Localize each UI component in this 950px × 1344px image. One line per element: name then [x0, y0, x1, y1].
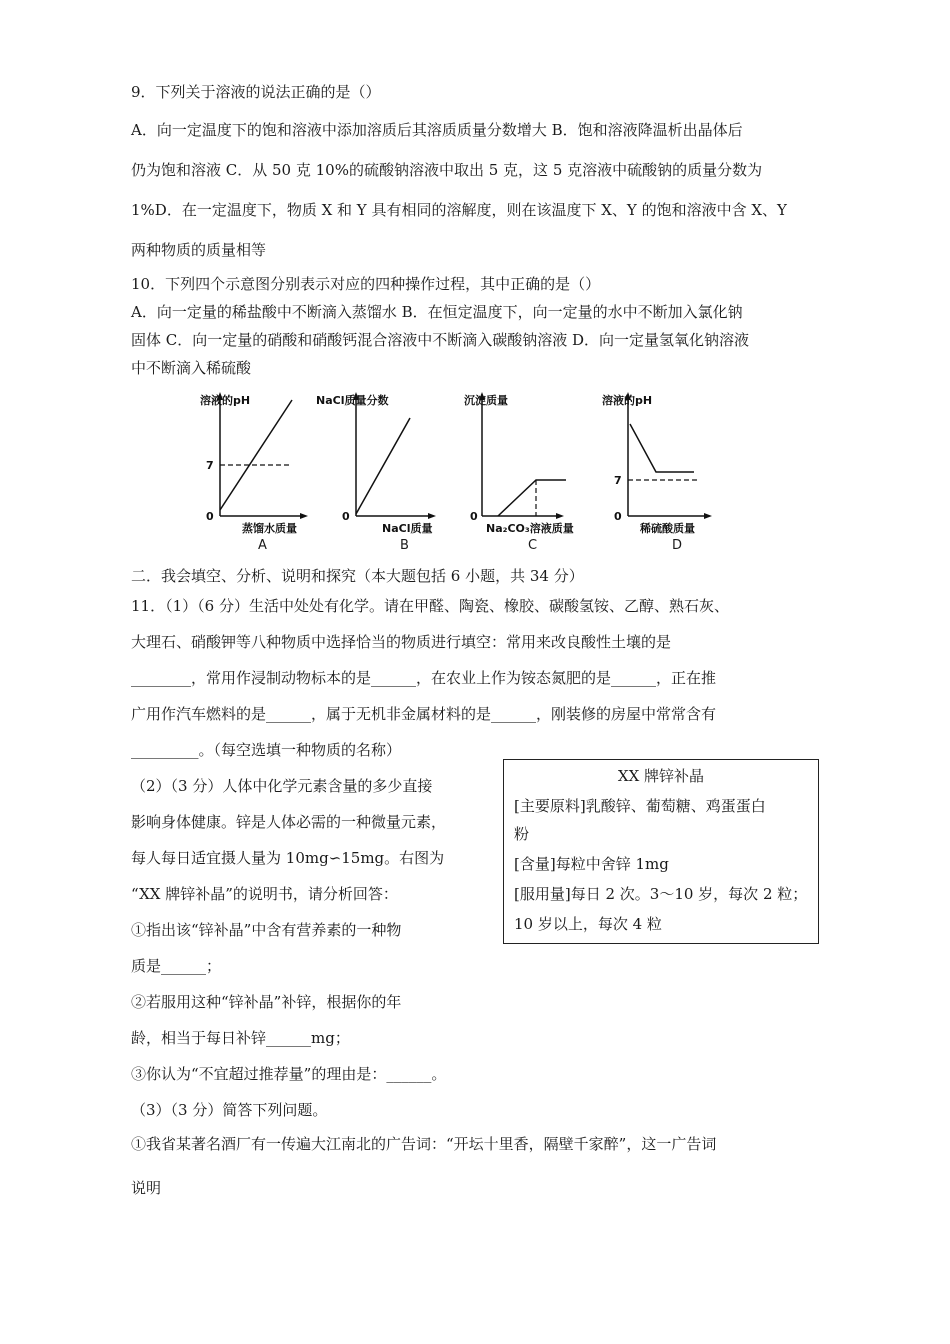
- q11-p2-line-2: 影响身体健康。锌是人体必需的一种微量元素，: [131, 813, 447, 831]
- figure-c-ylabel: 沉淀质量: [464, 394, 508, 407]
- q9-line-2: 仍为饱和溶液 C．从 50 克 10%的硫酸钠溶液中取出 5 克，这 5 克溶液中硫酸钠的质量分数为: [131, 161, 763, 179]
- figure-a-xlabel: 蒸馏水质量: [242, 522, 297, 535]
- figure-a: [190, 388, 310, 553]
- label-line-2: 粉: [514, 825, 530, 843]
- figure-c-origin: 0: [470, 510, 478, 523]
- q11-p3-line-1: （3）（3 分）简答下列问题。: [131, 1101, 328, 1119]
- figure-a-caption: A: [258, 538, 267, 553]
- figure-d-xlabel: 稀硫酸质量: [640, 522, 695, 535]
- figure-c-caption: C: [528, 538, 538, 553]
- figure-d-caption: D: [672, 538, 683, 553]
- label-title: XX 牌锌补晶: [617, 767, 705, 785]
- q11-p1-line-2: 大理石、硝酸钾等八种物质中选择恰当的物质进行填空：常用来改良酸性土壤的是: [131, 633, 672, 651]
- q10-line-3: 中不断滴入稀硫酸: [131, 359, 252, 377]
- q9-line-3: 1%D．在一定温度下，物质 X 和 Y 具有相同的溶解度，则在该温度下 X、Y 的饱和溶液中含 X、Y: [131, 201, 787, 219]
- q11-p2-line-1: （2）（3 分）人体中化学元素含量的多少直接: [131, 777, 433, 795]
- figure-a-plot: [190, 388, 310, 538]
- figure-b-xlabel: NaCl质量: [382, 522, 433, 535]
- q11-p1-line-4: 广用作汽车燃料的是______，属于无机非金属材料的是______，刚装修的房屋中常常含有: [131, 705, 717, 723]
- figure-d-ylabel: 溶液的pH: [602, 394, 653, 407]
- figure-b-caption: B: [400, 538, 409, 553]
- figure-b: [316, 388, 450, 553]
- q11-p2-line-5: ①指出该“锌补晶”中含有营养素的一种物: [131, 921, 402, 939]
- label-line-3: [含量]每粒中舍锌 1mg: [514, 855, 669, 873]
- q11-p3-line-3: 说明: [131, 1179, 162, 1197]
- q11-p1-line-1: 11．（1）（6 分）生活中处处有化学。请在甲醛、陶瓷、橡胶、碳酸氢铵、乙醇、熟石灰、: [131, 597, 729, 615]
- q11-p1-line-3: ________，常用作浸制动物标本的是______，在农业上作为铵态氮肥的是______，正在推: [131, 669, 717, 687]
- figure-c-plot: [462, 388, 582, 538]
- figure-b-plot: [316, 388, 450, 538]
- label-line-4: [服用量]每日 2 次。3～10 岁，每次 2 粒；: [514, 885, 808, 903]
- q10-stem: 10．下列四个示意图分别表示对应的四种操作过程，其中正确的是（）: [131, 275, 601, 293]
- section-2-heading: 二．我会填空、分析、说明和探究（本大题包括 6 小题，共 34 分）: [131, 567, 584, 585]
- figure-d-origin: 0: [614, 510, 622, 523]
- q9-line-4: 两种物质的质量相等: [131, 241, 267, 259]
- q11-p2-line-6: 质是______；: [131, 957, 222, 975]
- q11-p3-line-2: ①我省某著名酒厂有一传遍大江南北的广告词：“开坛十里香，隔壁千家醉”，这一广告词: [131, 1135, 717, 1153]
- q11-p2-line-9: ③你认为“不宜超过推荐量”的理由是：______。: [131, 1065, 447, 1083]
- q9-line-1: A．向一定温度下的饱和溶液中添加溶质后其溶质质量分数增大 B．饱和溶液降温析出晶体后: [131, 121, 743, 139]
- zinc-supplement-label: [503, 759, 819, 944]
- label-line-1: [主要原料]乳酸锌、葡萄糖、鸡蛋蛋白: [514, 797, 766, 815]
- figure-a-origin: 0: [206, 510, 214, 523]
- figure-a-ref-label: 7: [206, 459, 214, 472]
- figure-a-ylabel: 溶液的pH: [200, 394, 251, 407]
- figure-b-ylabel: NaCl质量分数: [316, 394, 389, 407]
- q11-p2-line-7: ②若服用这种“锌补晶”补锌，根据你的年: [131, 993, 402, 1011]
- q10-figures: [190, 388, 750, 560]
- q11-p2-line-8: 龄，相当于每日补锌______mg；: [131, 1029, 350, 1047]
- figure-b-origin: 0: [342, 510, 350, 523]
- figure-c: [462, 388, 582, 553]
- figure-c-xlabel: Na₂CO₃溶液质量: [486, 522, 574, 535]
- figure-d-plot: [602, 388, 740, 538]
- q9-stem: 9．下列关于溶液的说法正确的是（）: [131, 83, 381, 101]
- figure-d-ref-label: 7: [614, 474, 622, 487]
- label-line-5: 10 岁以上，每次 4 粒: [514, 915, 662, 933]
- q10-line-2: 固体 C．向一定量的硝酸和硝酸钙混合溶液中不断滴入碳酸钠溶液 D．向一定量氢氧化钠溶液: [131, 331, 750, 349]
- q11-p2-line-4: “XX 牌锌补晶”的说明书，请分析回答：: [131, 885, 398, 903]
- figure-d: [602, 388, 740, 553]
- q10-line-1: A．向一定量的稀盐酸中不断滴入蒸馏水 B．在恒定温度下，向一定量的水中不断加入氯化钠: [131, 303, 743, 321]
- q11-p1-line-5: _________。（每空选填一种物质的名称）: [131, 741, 402, 759]
- q11-p2-line-3: 每人每日适宜摄人量为 10mg∽15mg。右图为: [131, 849, 445, 867]
